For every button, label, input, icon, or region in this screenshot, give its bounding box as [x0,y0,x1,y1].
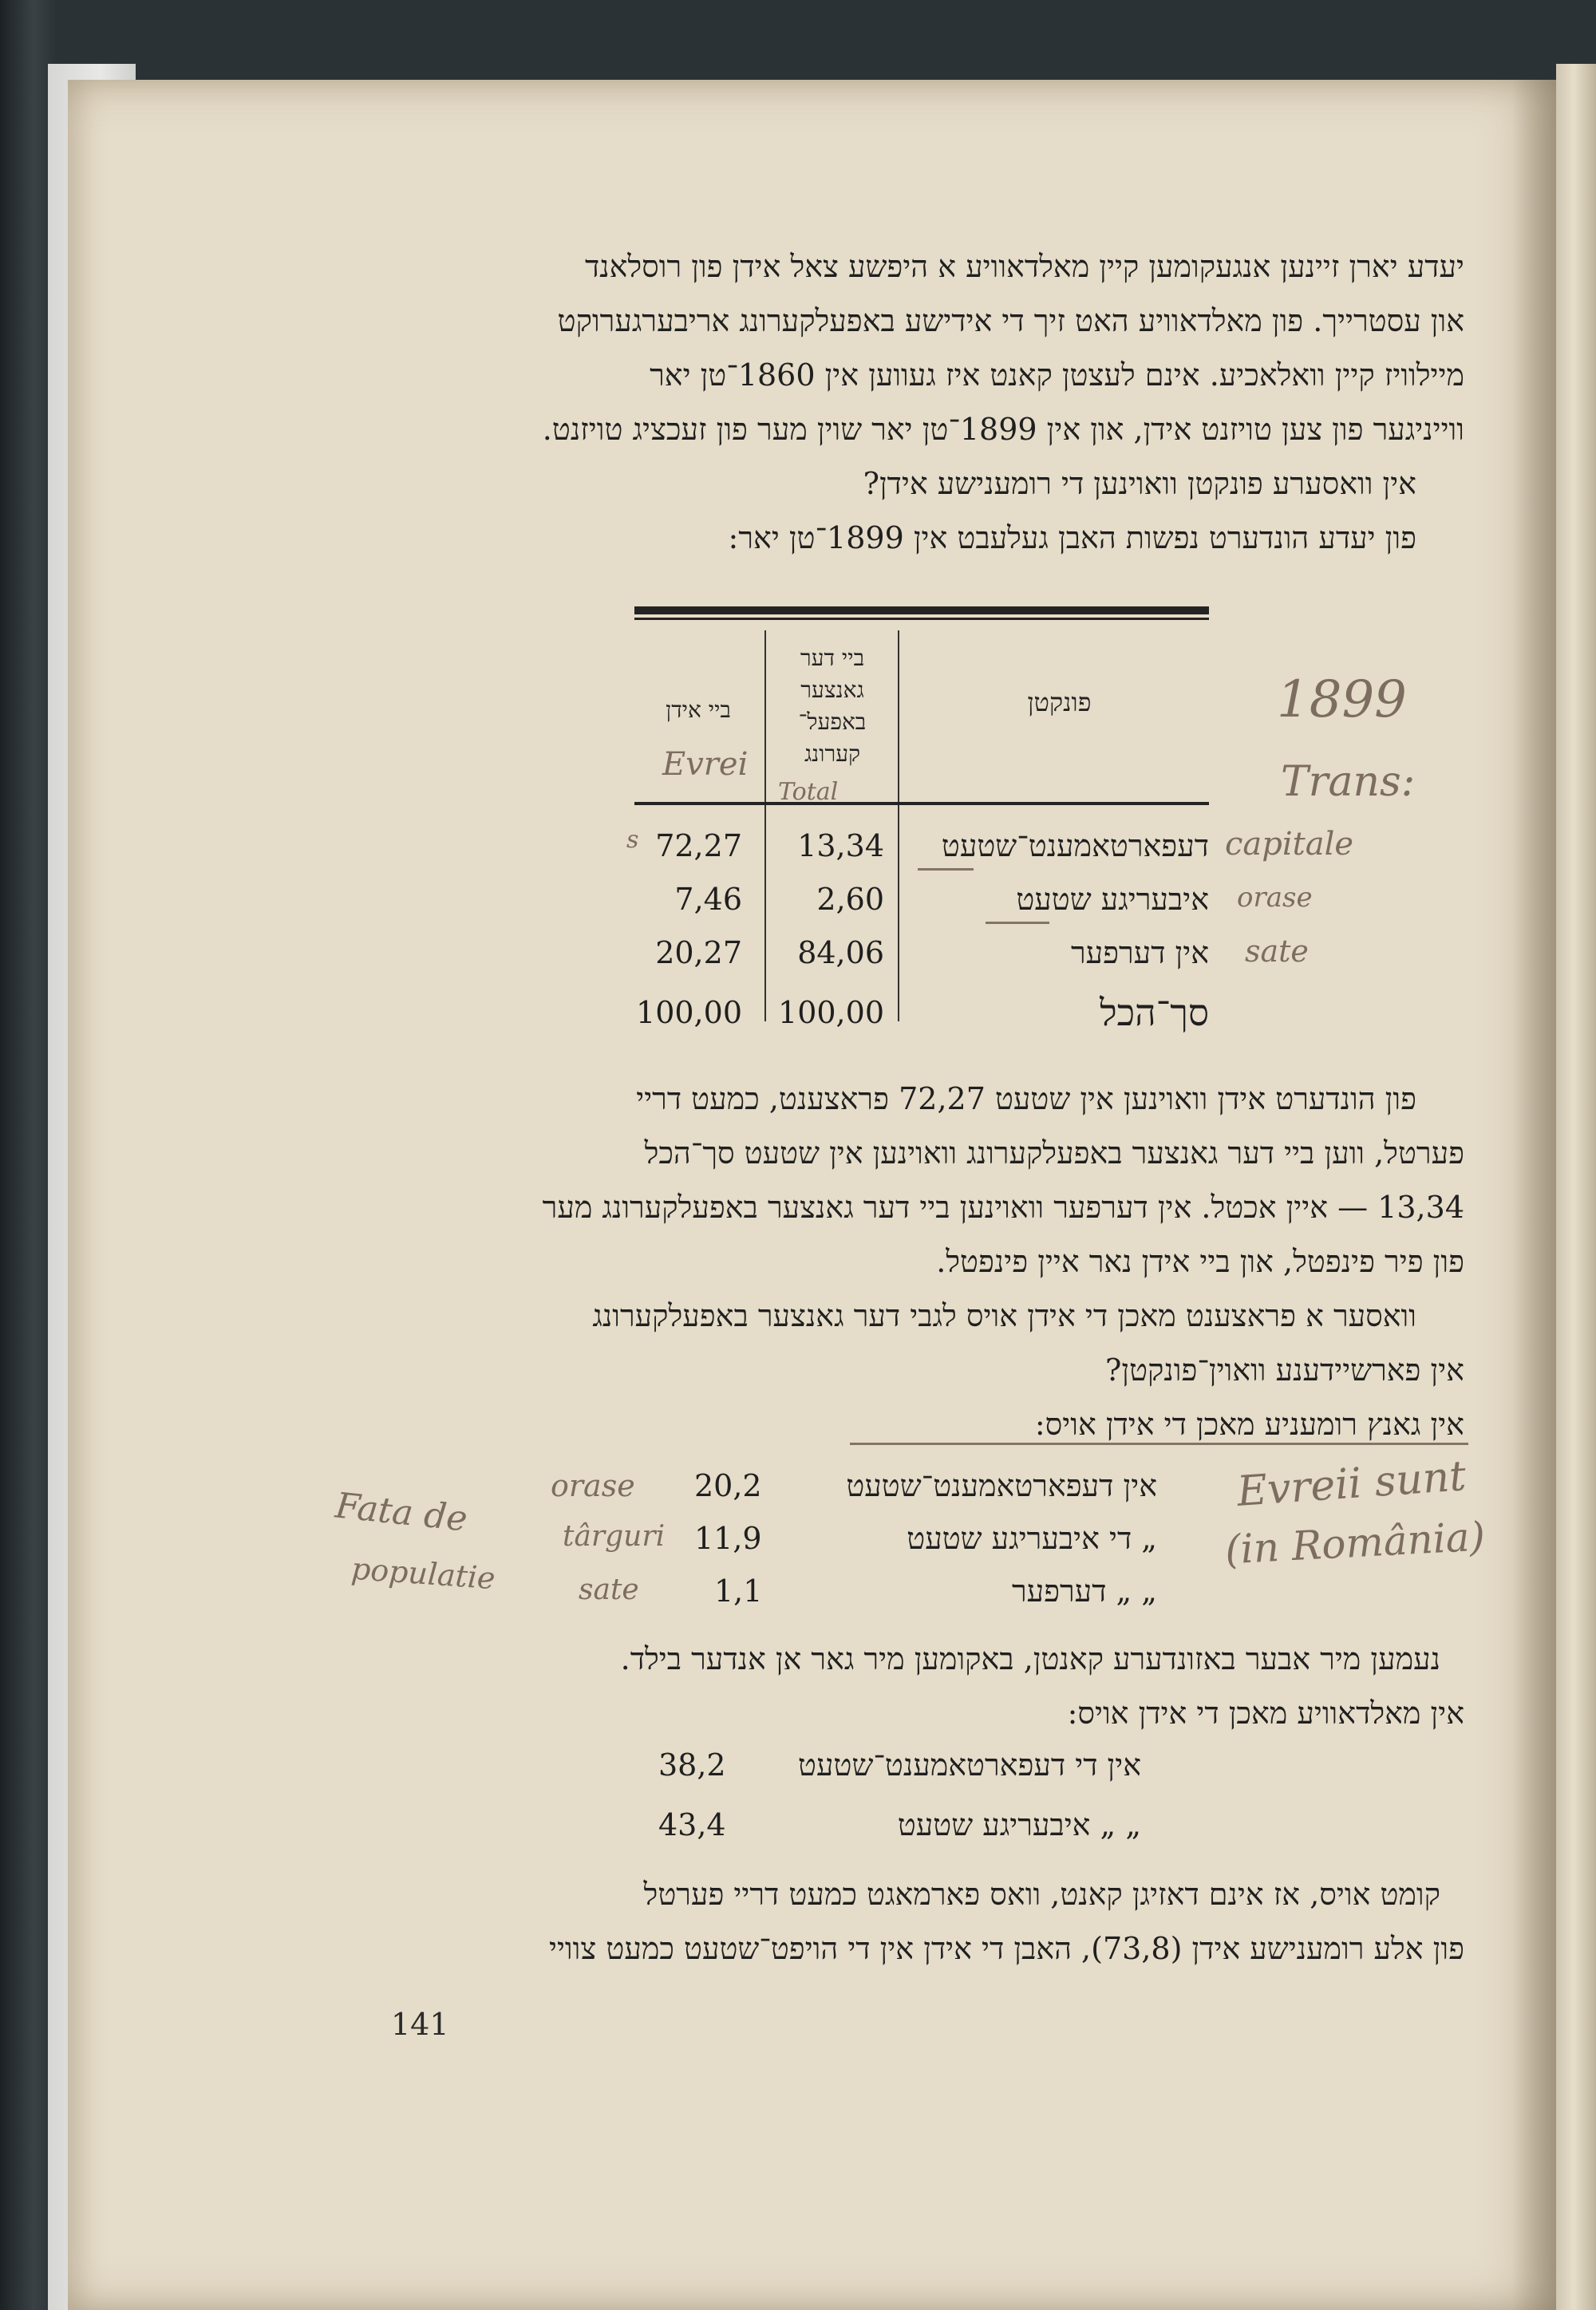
paragraph-question [447,456,1464,511]
handwritten-orase-2: orase [551,1468,635,1503]
text-line: פון פיר פינפטל, און ביי אידן נאר איין פינפטל. [936,1244,1464,1279]
paragraph-percent-question [391,1289,1464,1397]
paragraph-conclusion [391,1867,1464,1976]
table-cell-jews: 72,27 [655,828,742,863]
table-rule-top-thin [634,618,1209,620]
text-line: ווייניגער פון צען טויזנט אידן, און אין 1899־טן יאר שוין מער פון זעכציג טויזנט. [542,412,1464,447]
handwritten-capitale: capitale [1225,826,1354,863]
text-line: קומט אויס, אז אינם דאזיגן קאנט, וואס פארמאגט כמעט דריי פערטל [643,1877,1440,1912]
pencil-underline [986,922,1049,924]
pencil-underline [918,868,974,871]
paragraph-analysis [391,1072,1464,1289]
text-line: פון הונדערט אידן וואוינען אין שטעט 72,27 פראצענט, כמעט דריי [636,1081,1416,1116]
table-total-jews: 100,00 [636,995,742,1030]
handwritten-sate: sate [1245,934,1309,969]
header-line: קערונג [804,740,861,767]
text-line: אין פארשיידענע וואוין־פונקטן? [1105,1352,1464,1388]
handwritten-targuri: târguri [563,1520,666,1553]
moldavia-stat-value: 43,4 [658,1807,726,1842]
text-line: נעמען מיר אבער באזונדערע קאנטן, באקומען מיר גאר אן אנדער בילד. [620,1641,1440,1676]
handwritten-orase: orase [1237,882,1313,914]
handwritten-margin-mark: s [626,826,639,854]
text-line: אין וואסערע פונקטן וואוינען די רומענישע אידן? [863,466,1416,501]
text-line: פערטל, ווען ביי דער גאנצער באפעלקערונג וואוינען אין שטעט סך־הכל [644,1135,1464,1171]
header-line: באפעל־ [798,709,867,735]
romania-stat-value: 11,9 [694,1521,762,1556]
text-line: פון אלע רומענישע אידן (73,8), האבן די אידן אין די הויפט־שטעט כמעט צוויי [549,1931,1464,1966]
page-number: 141 [391,2007,449,2042]
page-gutter-shadow [1512,80,1560,2310]
moldavia-stat-label: אין די דעפארטאמענט־שטעט [798,1747,1141,1783]
handwritten-sate-2: sate [579,1574,639,1606]
table-header-places: פונקטן [1027,687,1092,717]
pencil-underline [850,1443,1468,1445]
text-line: אין מאלדאוויע מאכן די אידן אויס: [1067,1696,1464,1731]
table-row-label: איבעריגע שטעט [1016,882,1209,917]
text-line: יעדע יארן זיינען אנגעקומען קיין מאלדאוויע א היפשע צאל אידן פון רוסלאנד [584,249,1464,284]
residence-table [634,606,1209,1053]
table-row-label: אין דערפער [1070,935,1209,970]
handwritten-fata-de: Fata de [333,1485,470,1540]
table-cell-total: 13,34 [797,828,884,863]
table-rule-top [634,606,1209,614]
table-header-jews: ביי אידן [666,697,731,723]
paragraph-moldavia-intro [391,1632,1464,1740]
text-line: וואסער א פראצענט מאכן די אידן אויס לגבי דער גאנצער באפעלקערונג [592,1298,1416,1333]
handwritten-populatie: populatie [350,1550,497,1597]
header-line: גאנצער [800,677,864,703]
handwritten-total-header: Total [778,778,839,806]
table-header-total [768,642,896,770]
text-line: מיילוויז קיין וואלאכיע. אינם לעצטן קאנט איז געווען אין 1860־טן יאר [650,357,1464,393]
handwritten-year: 1899 [1277,670,1407,729]
handwritten-evrei-header: Evrei [662,746,749,783]
table-column-divider [764,630,766,1021]
text-line: און עסטרייך. פון מאלדאוויע האט זיך די אידישע באפעלקערונג אריבערגערוקט [557,303,1464,338]
table-header-rule [634,802,1209,805]
table-column-divider [898,630,899,1021]
handwritten-in-romania: (in România) [1223,1513,1487,1574]
romania-stat-value: 1,1 [714,1574,763,1609]
table-cell-jews: 7,46 [674,882,742,917]
table-cell-jews: 20,27 [655,935,742,970]
moldavia-stat-label: „ „ איבעריגע שטעט [897,1807,1141,1842]
table-total-label: סך־הכל [1100,991,1209,1034]
romania-stat-label: אין דעפארטאמענט־שטעט [846,1468,1157,1503]
table-total-total: 100,00 [778,995,884,1030]
romania-stat-value: 20,2 [694,1468,762,1503]
text-line: אין גאנץ רומעניע מאכן די אידן אויס: [1034,1407,1464,1442]
text-line: 13,34 — איין אכטל. אין דערפער וואוינען ביי דער גאנצער באפעלקערונג מער [542,1190,1464,1225]
romania-stat-label: „ „ דערפער [1011,1574,1157,1609]
table-cell-total: 84,06 [797,935,884,970]
next-page-edge [1556,64,1596,2310]
text-line: פון יעדע הונדערט נפשות האבן געלעבט אין 1899־טן יאר: [728,520,1416,555]
paragraph-table-intro [447,511,1464,565]
moldavia-stat-value: 38,2 [658,1747,726,1783]
table-row-label: דעפארטאמענט־שטעט [941,828,1209,863]
romania-stat-label: „ די איבעריגע שטעט [907,1521,1157,1556]
paragraph-immigration [391,239,1464,456]
handwritten-trans: Trans: [1281,758,1416,806]
header-line: ביי דער [800,645,865,671]
handwritten-evreii-sunt: Evreii sunt [1235,1452,1468,1516]
table-cell-total: 2,60 [816,882,884,917]
